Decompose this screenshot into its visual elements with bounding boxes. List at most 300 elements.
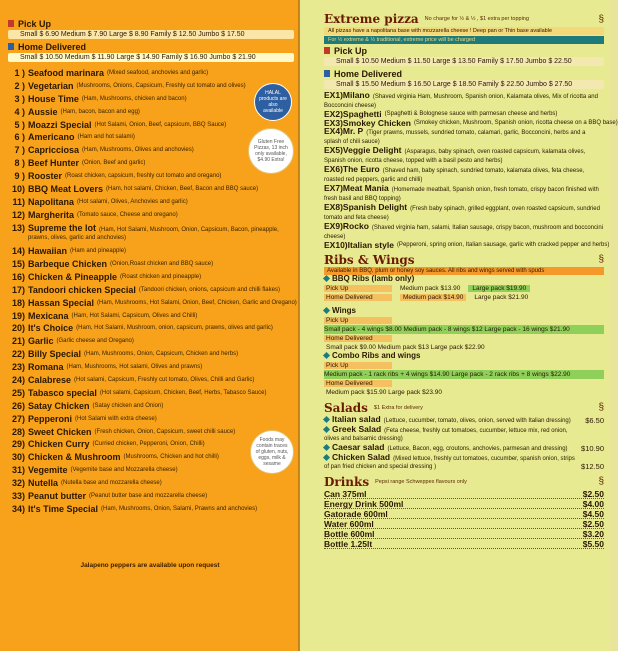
pizza-item (8, 224, 288, 243)
drink-list (324, 489, 604, 549)
extreme-text (324, 165, 604, 184)
pizza-desc: (Ham, Mushrooms, Olives and anchovies) (82, 147, 194, 154)
combo-pick-label: Pick Up (324, 362, 392, 369)
diamond-icon (323, 453, 330, 460)
extreme-desc: (Asparagus, baby spinach, oven roasted capsicum, kalamata olives, Spanish onion, ricotta cheese, topped with a basil pesto and herbs) (324, 149, 586, 164)
pizza-item (8, 479, 240, 488)
pizza-desc: (Ham, Hot Salami, Mushroom, Onion, Capsicum, Bacon, pineapple, prawns, olives, garlic and anchovies) (28, 226, 279, 242)
pizza-desc: (Satay chicken and Onion) (92, 402, 164, 409)
footer-note: Jalapeno peppers are available upon request (80, 562, 220, 569)
pickup-header (8, 18, 294, 29)
pizza-number: 33) (11, 491, 25, 501)
ex-delivered-label: Home Delivered (334, 68, 403, 79)
extreme-item (324, 203, 604, 222)
pickup-label: Pick Up (18, 18, 52, 29)
pizza-item (8, 387, 267, 398)
pizza-name: Pepperoni (28, 413, 73, 424)
salads-header (324, 401, 604, 415)
pizza-desc: (Hot Salami with extra cheese) (75, 415, 157, 422)
pizza-name: Rooster (28, 171, 63, 182)
ex-pickup-prices: Small $ 10.50 Medium $ 11.50 Large $ 13.50 Family $ 17.50 Jumbo $ 22.50 (324, 57, 604, 66)
pizza-desc: (Onion,Roast chicken and BBQ sauce) (110, 260, 214, 267)
extreme-number: EX5) (324, 145, 343, 155)
extreme-name (324, 164, 380, 174)
pizza-desc: (Ham and pineapple) (70, 248, 127, 255)
combo-del-label-row (324, 379, 604, 388)
pizza-desc: (Ham, Mushrooms, Hot salami, Olives and prawns) (66, 364, 203, 371)
banner-2: For ½ extreme & ½ traditional, extreme price will be charged (324, 36, 604, 44)
pizza-number: 27) (11, 413, 25, 424)
drink-item (324, 509, 604, 519)
delivered-prices: Small $ 10.50 Medium $ 11.90 Large $ 14.90 Family $ 16.90 Jumbo $ 21.90 (8, 53, 294, 62)
combo-pick-label-row (324, 361, 604, 370)
extreme-note: No charge for ½ & ½ , $1 extra per topping (424, 16, 529, 22)
salad-item (324, 425, 604, 443)
pizza-name: Vegetarian (28, 80, 74, 91)
pizza-text (28, 224, 288, 243)
extreme-item (324, 184, 604, 203)
pizza-item (8, 297, 297, 308)
pizza-item (8, 415, 240, 424)
drink-name: Water 600ml (324, 518, 374, 529)
pizza-desc: (Mixed seafood, anchovies and garlic) (107, 70, 209, 76)
pizza-item (8, 492, 240, 501)
diamond-icon (323, 274, 330, 281)
pizza-number: 1 ) (14, 68, 25, 78)
pizza-desc: (Curried chicken, Pepperoni, Onion, Chilli) (92, 441, 205, 448)
pizza-number: 6 ) (14, 132, 25, 143)
pizza-name: Moazzi Special (28, 119, 92, 130)
drink-price: $3.20 (582, 528, 604, 539)
swirl-icon: § (598, 476, 604, 487)
pizza-name: Chicken & Mushroom (28, 452, 121, 463)
pizza-item (8, 323, 273, 334)
extreme-title-text: Spaghetti (342, 109, 382, 119)
pizza-number: 24) (11, 374, 25, 385)
pizza-name: Sweet Chicken (28, 426, 92, 437)
pizza-number: 25) (11, 387, 25, 398)
pizza-item (8, 466, 240, 475)
extreme-desc: (Shaved virginia Ham, Mushroom, Spanish onion, Kalamata olives, Mix of ricotta and Bocconcini cheese) (324, 94, 598, 109)
pizza-number: 7 ) (14, 145, 25, 156)
pizza-desc: (Onion, Beef and garlic) (82, 160, 146, 167)
right-panel (300, 0, 618, 651)
extreme-desc: (Shaved virginia ham, salami, Italian sausage, crispy bacon, mushroom and bocconcini cheese) (324, 225, 604, 240)
pizza-desc: (Hot salami, Capsicum, Chicken, Beef, Herbs, Tabasco Sauce) (99, 389, 267, 396)
delivered-label: Home Delivered (18, 41, 87, 52)
pizza-item (8, 146, 240, 155)
pizza-number: 30) (11, 452, 25, 463)
pizza-item (8, 247, 240, 256)
pizza-item (8, 273, 240, 282)
drink-price: $2.50 (582, 488, 604, 499)
extreme-number: EX8) (324, 202, 343, 212)
pizza-item (8, 159, 240, 168)
drink-name: Bottle 1.25lt (324, 538, 373, 549)
pizza-desc: (Ham, Mushrooms, Hot Salami, Onion, Beef, Chicken, Garlic and Oregano) (97, 299, 297, 306)
pizza-name: Barbeque Chicken (28, 258, 108, 269)
pizza-number: 16) (11, 271, 25, 282)
pizza-name: Margherita (28, 209, 75, 220)
combo-del-label: Home Delivered (324, 380, 392, 387)
pizza-desc: (Ham, hot salami, Chicken, Beef, Bacon and BBQ sauce) (106, 186, 259, 193)
diamond-icon (323, 443, 330, 450)
pizza-desc: (Ham, Mushrooms, Onion, Capsicum, Chicken and herbs) (84, 351, 239, 358)
pizza-number: 5 ) (14, 119, 25, 130)
pizza-item (8, 260, 240, 269)
pizza-item (8, 363, 240, 372)
pizza-desc: (Roast chicken, capsicum, freshly cut tomato and oregano) (65, 173, 222, 180)
bbq-del-label: Home Delivered (324, 294, 392, 301)
ribs-note: Available in BBQ, plum or honey soy sauces. All ribs and wings served with spuds (324, 267, 604, 275)
pizza-item (8, 374, 255, 385)
extreme-desc: (Shaved ham, baby spinach, sundried tomato, kalamata olives, feta cheese, roasted red peppers, garlic and chilli) (324, 168, 585, 183)
pizza-name: Chicken & Pineapple (28, 271, 118, 282)
extreme-item (324, 127, 604, 146)
extreme-title-text: The Euro (342, 164, 380, 174)
extreme-title-text: Smokey Chicken (342, 117, 411, 128)
extreme-title: Extreme pizza (324, 12, 419, 26)
salad-price: $6.50 (585, 415, 604, 425)
banner-1: All pizzas have a napolitana base with mozzarella cheese ! Deep pan or Thin base available (324, 27, 604, 35)
extreme-title-text: Rocko (342, 221, 369, 231)
pizza-desc: (Ham, Mushrooms, Onion, Salami, Prawns and anchovies) (101, 505, 258, 512)
extreme-text (324, 127, 604, 146)
extreme-number: EX3) (324, 117, 343, 128)
pizza-item (8, 312, 240, 321)
ex-pickup-header (324, 45, 604, 56)
wings-del-label-row (324, 334, 604, 343)
allergy-text: Foods may contain traces of gluten, nuts, eggs, milk & sesame (255, 437, 289, 467)
diamond-icon (323, 415, 330, 422)
pizza-number: 14) (11, 246, 25, 257)
pizza-name: It's Choice (28, 323, 74, 334)
bbq-pick-med: Medium pack $13.90 (400, 284, 461, 292)
pizza-desc: (Ham, Mushrooms, chicken and bacon) (81, 95, 187, 102)
extreme-item (324, 117, 618, 128)
salad-name: Greek Salad (332, 423, 382, 434)
delivered-header (8, 41, 294, 52)
bbq-del-large: Large pack $21.90 (474, 293, 529, 301)
drinks-title: Drinks (324, 474, 370, 489)
extreme-name (324, 221, 369, 231)
pizza-number: 9 ) (14, 171, 25, 182)
extreme-number: EX1) (324, 90, 343, 100)
pizza-number: 11) (12, 196, 25, 207)
extreme-desc: (Tiger prawns, mussels, sundried tomato, calamari, garlic, Bocconcini, herbs and a splash of chili sauce) (324, 130, 586, 145)
pizza-desc: (Ham, bacon, bacon and egg) (60, 108, 140, 115)
pizza-number: 18) (11, 297, 25, 308)
pizza-name: Vegemite (28, 465, 68, 476)
salad-desc: (Feta cheese, freshly cut tomatoes, cucumber, lettuce mix, red onion, olives and balsamic dressing) (324, 427, 568, 442)
extreme-list (324, 90, 618, 250)
pizza-item (8, 402, 240, 411)
pizza-item (8, 80, 246, 91)
pizza-name: It's Time Special (28, 503, 99, 514)
pizza-name: Chicken Curry (28, 439, 90, 450)
pizza-name: Capricciosa (28, 145, 80, 156)
pizza-name: Calabrese (28, 374, 72, 385)
combo-pick-row: Medium pack - 1 rack ribs + 4 wings $14.90 Large pack - 2 rack ribs + 8 wings $22.90 (324, 370, 604, 379)
pizza-name: Tabasco special (28, 387, 97, 398)
pizza-name: Romana (28, 362, 64, 373)
extreme-number: EX9) (324, 221, 343, 231)
drink-price: $4.50 (582, 508, 604, 519)
extreme-title-text: Meat Mania (342, 183, 389, 193)
combo (324, 352, 604, 361)
pizza-name: Satay Chicken (28, 400, 90, 411)
salads-note: $1 Extra for delivery (373, 404, 423, 411)
extreme-item (324, 240, 610, 250)
pizza-item (8, 69, 240, 78)
drink-name: Energy Drink 500ml (324, 498, 404, 509)
extreme-desc: (Homemade meatball, Spanish onion, fresh tomato, crispy bacon finished with fresh basil and BBQ topping) (324, 187, 599, 202)
pizza-number: 29) (11, 439, 25, 450)
extreme-text (324, 146, 604, 165)
square-icon (324, 47, 330, 54)
wings-pick-label: Pick Up (324, 317, 392, 324)
pizza-desc: (Hot salami, Capsicum, Freshly cut tomato, Olives, Chilli and Garlic) (74, 376, 255, 383)
salad-item (324, 453, 604, 471)
bbq-label: BBQ Ribs (lamb only) (332, 273, 415, 283)
bbq-del-med: Medium pack $14.90 (400, 294, 466, 301)
extreme-number: EX2) (324, 109, 343, 119)
square-icon (8, 20, 14, 27)
salad-desc: (Mixed lettuce, freshly cut tomatoes, cucumber, spanish onion, strips of pan fried chicken and special dressing ) (324, 455, 575, 470)
pizza-name: Supreme the lot (28, 222, 97, 233)
pizza-desc: (Mushrooms, Onions, Capsicum, Freshly cut tomato and olives) (76, 82, 246, 89)
square-icon (324, 70, 330, 77)
pizza-name: Napolitana (28, 196, 75, 207)
pizza-item (8, 133, 240, 142)
pizza-desc: (Vegemite base and Mozzarella cheese) (70, 467, 178, 474)
diamond-icon (323, 351, 330, 358)
ex-pickup-label: Pick Up (334, 45, 368, 56)
pizza-item (8, 428, 240, 437)
pizza-desc: (Tomato sauce, Cheese and oregano) (77, 211, 178, 218)
ex-delivered-header (324, 68, 604, 79)
pizza-number: 31) (11, 465, 25, 476)
pizza-name: Nutella (28, 478, 59, 489)
extreme-name (324, 126, 363, 136)
extreme-desc: (Fresh baby spinach, grilled eggplant, oven roasted capsicum, sundried tomato and feta cheese) (324, 206, 600, 221)
allergy-badge (250, 430, 294, 474)
extreme-number: EX4) (324, 126, 343, 136)
salad-item (324, 415, 604, 425)
pizza-name: Peanut butter (28, 491, 87, 501)
pizza-number: 21) (11, 336, 25, 347)
extreme-header (324, 12, 604, 26)
pizza-name: Garlic (28, 336, 54, 347)
pizza-item (8, 95, 240, 104)
drink-item (324, 529, 604, 539)
drink-name: Bottle 600ml (324, 528, 375, 539)
pizza-item (8, 440, 240, 449)
extreme-title-text: Veggie Delight (342, 145, 402, 155)
extreme-desc: (Smokey chicken, Mushroom, Spanish onion, ricotta cheese on a BBQ base) (413, 119, 618, 126)
pizza-number: 17) (11, 284, 25, 295)
drink-item (324, 519, 604, 529)
bbq-ribs (324, 275, 604, 284)
pizza-item (8, 284, 280, 295)
pizza-name: Billy Special (28, 349, 82, 360)
halal-text: HALAL products are also available (259, 90, 287, 114)
pizza-item (8, 172, 240, 181)
extreme-desc: (Spaghetti & Bolognese sauce with parmesan cheese and herbs) (384, 111, 558, 117)
pizza-number: 15) (11, 258, 25, 269)
ribs-header (324, 253, 604, 267)
ex-delivered-prices: Small $ 15.50 Medium $ 16.50 Large $ 18.50 Family $ 22.50 Jumbo $ 27.50 (324, 80, 604, 89)
pizza-number: 28) (11, 426, 25, 437)
pizza-item (8, 184, 259, 195)
swirl-icon: § (598, 13, 604, 25)
pizza-item (8, 503, 258, 514)
pizza-name: Beef Hunter (28, 158, 80, 169)
wings-label: Wings (332, 305, 356, 315)
pizza-name: Aussie (28, 106, 58, 117)
bbq-pick-label: Pick Up (324, 285, 392, 292)
pizza-desc: (Ham, Hot Salami, Capsicum, Olives and Chilli) (71, 312, 198, 319)
square-icon (8, 43, 14, 50)
pizza-number: 22) (11, 349, 25, 360)
pizza-desc: (Fresh chicken, Onion, Capsicum, sweet chilli sauce) (94, 428, 236, 435)
salads-title: Salads (324, 400, 368, 415)
gluten-badge (248, 128, 294, 174)
pizza-name: Seafood marinara (28, 68, 105, 78)
pizza-desc: (Garlic cheese and Oregano) (56, 338, 134, 345)
salad-name: Italian salad (332, 413, 381, 424)
swirl-icon: § (598, 254, 604, 265)
drink-item (324, 489, 604, 499)
pizza-desc: (Nutella base and mozzarella cheese) (61, 480, 162, 487)
bbq-pick-row (324, 284, 604, 293)
wings-del-row: Small pack $9.00 Medium pack $13 Large pack $22.90 (326, 343, 485, 351)
extreme-number: EX10) (324, 240, 348, 250)
salad-desc: (Lettuce, cucumber, tomato, olives, onion, served with Italian dressing) (383, 417, 571, 424)
pizza-number: 2 ) (14, 80, 25, 91)
drinks-note: Pepsi range Schweppes flavours only (375, 478, 467, 485)
drink-item (324, 539, 604, 549)
extreme-name (324, 202, 407, 212)
pizza-desc: (Roast chicken and pineapple) (120, 273, 202, 280)
wings-pick-label-row (324, 316, 604, 325)
pizza-name: Tandoori chicken Special (28, 284, 136, 295)
ribs-title: Ribs & Wings (324, 252, 415, 267)
pizza-desc: (Hot Salami, Onion, Beef, capsicum, BBQ Sauce) (94, 121, 227, 128)
pizza-number: 23) (11, 362, 25, 373)
extreme-name (324, 90, 370, 100)
drink-price: $2.50 (582, 518, 604, 529)
extreme-title-text: Spanish Delight (342, 202, 408, 212)
wings-pick-row: Small pack - 4 wings $8.00 Medium pack - 8 wings $12 Large pack - 16 wings $21.90 (324, 325, 604, 334)
salad-item (324, 443, 604, 453)
drink-name: Can 375ml (324, 488, 367, 499)
pizza-item (8, 198, 240, 207)
extreme-text (324, 222, 604, 241)
pizza-desc: (Ham, Hot Salami, Mushroom, onion, capsicum, prawns, olives and garlic) (76, 325, 273, 332)
diamond-icon (323, 425, 330, 432)
pizza-number: 12) (11, 209, 25, 220)
extreme-number: EX7) (324, 183, 343, 193)
extreme-desc: (Pepperoni, spring onion, Italian sausage, garlic with cracked pepper and herbs) (396, 242, 610, 248)
gluten-text: Gluten Free Pizzas, 13 inch only available, $4.90 Extra! (254, 139, 288, 163)
pizza-desc: (Mushrooms, Chicken and hot chilli) (123, 454, 219, 461)
extreme-name (324, 145, 401, 155)
swirl-icon: § (598, 402, 604, 413)
drink-name: Gatorade 600ml (324, 508, 388, 519)
salad-name: Chicken Salad (332, 451, 391, 462)
bbq-del-row (324, 293, 604, 302)
salad-desc: (Lettuce, Bacon, egg, croutons, anchovies, parmesan and dressing) (387, 445, 568, 452)
pizza-desc: (Hot salami, Olives, Anchovies and garlic) (77, 198, 188, 205)
extreme-title-text: Italian style (347, 240, 394, 250)
pizza-item (8, 211, 240, 220)
pizza-item (8, 108, 240, 117)
drink-item (324, 499, 604, 509)
extreme-text (324, 203, 604, 222)
salad-price: $10.90 (581, 443, 604, 453)
pizza-name: Americano (28, 132, 75, 143)
pizza-name: Hassan Special (28, 297, 95, 308)
salad-name: Caesar salad (332, 441, 385, 452)
pizza-number: 32) (11, 478, 25, 489)
pizza-item (8, 337, 240, 346)
drink-price: $4.00 (582, 498, 604, 509)
pizza-desc: (Tandoori chicken, onions, capsicum and chilli flakes) (138, 286, 280, 293)
pizza-name: Hawaiian (28, 246, 68, 257)
pizza-number: 3 ) (14, 93, 25, 104)
extreme-item (324, 165, 604, 184)
extreme-item (324, 146, 604, 165)
pizza-desc: (Ham and hot salami) (77, 134, 135, 141)
combo-label: Combo Ribs and wings (332, 350, 421, 360)
pizza-item (8, 350, 240, 359)
drink-price: $5.50 (582, 538, 604, 549)
drinks-header (324, 475, 604, 489)
pickup-prices: Small $ 6.90 Medium $ 7.90 Large $ 8.90 Family $ 12.50 Jumbo $ 17.50 (8, 30, 294, 39)
extreme-name (324, 241, 394, 250)
salad-list (324, 415, 604, 471)
diamond-icon (323, 306, 330, 313)
pizza-number: 13) (11, 222, 25, 233)
extreme-name (324, 183, 389, 193)
pizza-number: 19) (11, 310, 25, 321)
wings-del-label: Home Delivered (324, 335, 392, 342)
bbq-pick-large: Large pack $19.90 (468, 285, 530, 292)
pizza-name: BBQ Meat Lovers (28, 184, 104, 195)
extreme-title-text: Milano (342, 90, 370, 100)
pizza-number: 26) (11, 400, 25, 411)
halal-badge (254, 83, 292, 121)
extreme-number: EX6) (324, 164, 343, 174)
pizza-item (8, 121, 240, 130)
pizza-name: House Time (28, 93, 79, 104)
extreme-title-text: Mr. P (342, 126, 364, 136)
extreme-text (324, 184, 604, 203)
combo-del-row: Medium pack $15.90 Large pack $23.90 (326, 388, 442, 396)
pizza-number: 20) (11, 323, 25, 334)
wings (324, 307, 604, 316)
pizza-number: 4 ) (14, 106, 25, 117)
pizza-number: 34) (11, 503, 25, 514)
extreme-text (324, 91, 604, 110)
pizza-number: 8 ) (14, 158, 25, 169)
salad-price: $12.50 (581, 461, 604, 471)
pizza-desc: (Peanut butter base and mozzarella cheese) (89, 493, 208, 499)
extreme-item (324, 91, 604, 110)
pizza-number: 10) (11, 184, 25, 195)
pizza-name: Mexicana (28, 310, 69, 321)
